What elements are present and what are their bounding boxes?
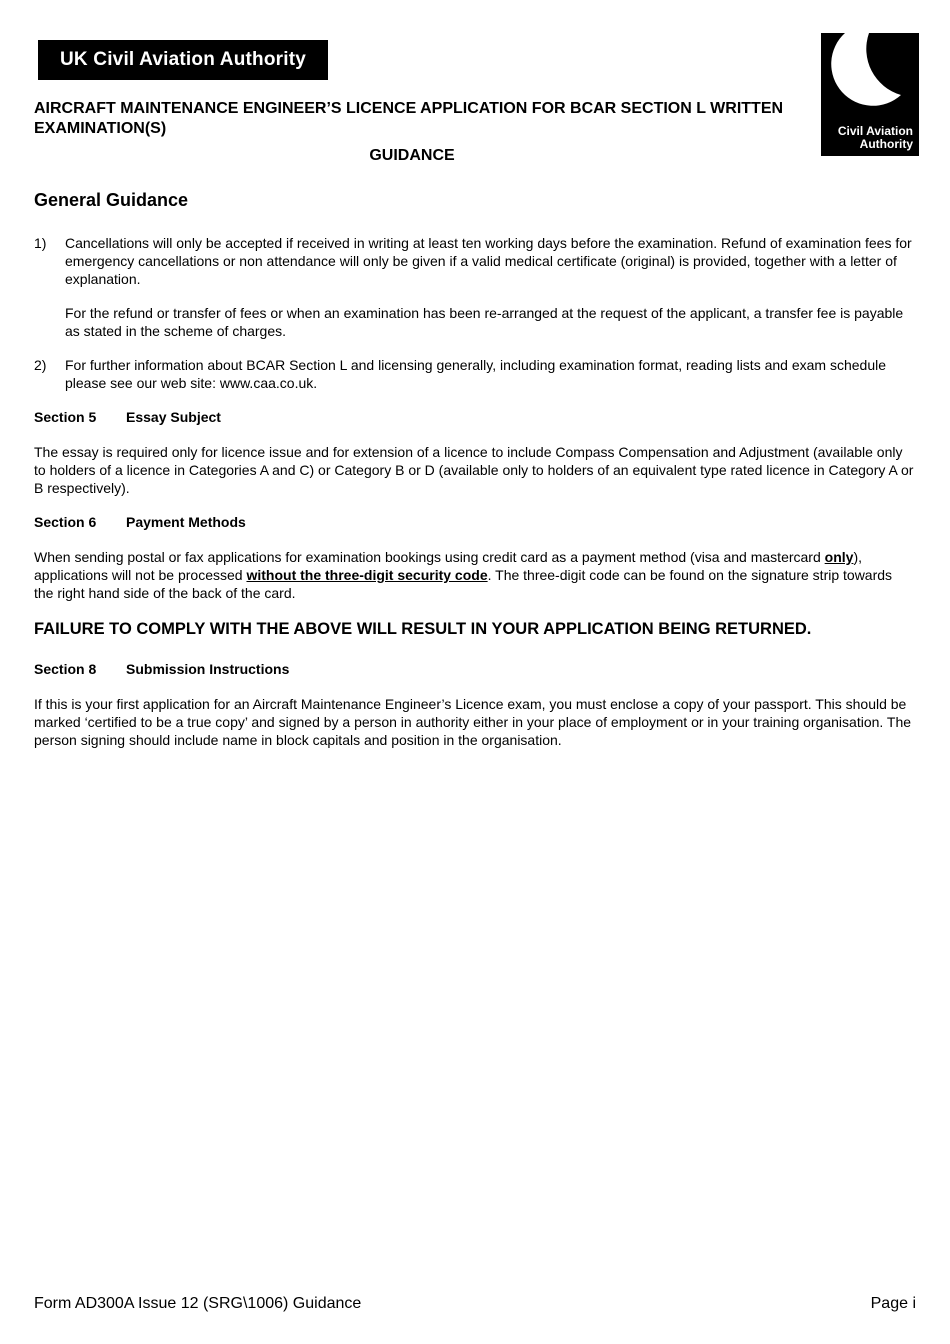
logo-text <box>838 125 913 151</box>
section-number: Section 8 <box>34 661 97 677</box>
document-subtitle: GUIDANCE <box>369 147 455 164</box>
guidance-item-2 <box>34 356 914 392</box>
section-title: Payment Methods <box>126 514 246 530</box>
section-8-heading <box>34 660 914 678</box>
section-title: Submission Instructions <box>126 661 290 677</box>
item-number: 1) <box>34 235 47 251</box>
section-number: Section 5 <box>34 409 97 425</box>
emphasis-security-code: without the three-digit security code <box>246 567 488 583</box>
logo-line-1: Civil Aviation <box>837 124 913 138</box>
general-guidance-heading: General Guidance <box>34 190 189 210</box>
section-5-heading <box>34 408 914 426</box>
guidance-item-1 <box>34 234 914 340</box>
document-title: AIRCRAFT MAINTENANCE ENGINEER’S LICENCE APPLICATION FOR BCAR SECTION L WRITTEN EXAMINATION(S) <box>34 100 784 137</box>
section-6-text-b: ), applications will not be processed <box>34 549 862 583</box>
form-reference: Form AD300A Issue 12 (SRG\1006) Guidance <box>34 1295 362 1312</box>
logo-line-2: Authority <box>859 137 913 151</box>
section-6-text-a: When sending postal or fax applications for examination bookings using credit card as a payment method (visa and mastercard <box>34 549 825 565</box>
item-1-paragraph-1: Cancellations will only be accepted if received in writing at least ten working days before the examination. Refund of examination fees for emergency cancellations or non attendance will only be given if a valid medical certificate (original) is provided, together with a letter of explanation. <box>65 235 912 287</box>
document-body <box>34 188 914 765</box>
item-2-paragraph-1: For further information about BCAR Section L and licensing generally, including examination format, reading lists and exam schedule please see our web site: www.caa.co.uk. <box>65 357 886 391</box>
section-5-body: The essay is required only for licence issue and for extension of a licence to include Compass Compensation and Adjustment (available only to holders of a licence in Categories A and C) or Category B or D (available only to holders of an equivalent type rated licence in Category A or B respectively). <box>34 444 914 496</box>
item-number: 2) <box>34 357 47 373</box>
caa-banner: UK Civil Aviation Authority <box>38 40 328 80</box>
item-1-paragraph-2: For the refund or transfer of fees or when an examination has been re-arranged at the request of the applicant, a transfer fee is payable as stated in the scheme of charges. <box>65 305 904 339</box>
section-number: Section 6 <box>34 514 97 530</box>
section-8-body: If this is your first application for an Aircraft Maintenance Engineer’s Licence exam, you must enclose a copy of your passport. This should be marked ‘certified to be a true copy’ and signed by a person in authority either in your place of employment or in your training organisation. The person signing should include name in block capitals and position in the organisation. <box>34 696 912 748</box>
section-6-text-c: . The three-digit code can be found on the signature strip towards the right hand side of the back of the card. <box>34 567 893 601</box>
section-6-body <box>34 548 914 602</box>
page-number: Page i <box>870 1295 916 1312</box>
section-title: Essay Subject <box>126 409 221 425</box>
emphasis-only: only <box>824 549 854 565</box>
section-6-heading <box>34 513 914 531</box>
failure-warning: FAILURE TO COMPLY WITH THE ABOVE WILL RESULT IN YOUR APPLICATION BEING RETURNED. <box>34 620 812 638</box>
caa-logo <box>821 33 919 156</box>
